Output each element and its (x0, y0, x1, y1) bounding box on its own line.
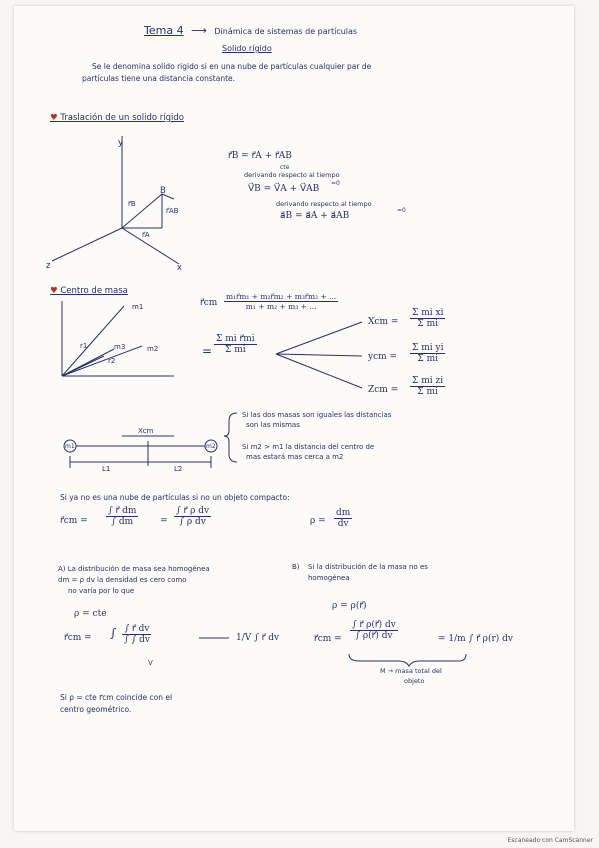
final-line-2: centro geométrico. (60, 705, 132, 714)
eq-position-note: cte (280, 164, 290, 171)
point-b-label: B (160, 186, 166, 196)
final-line-1: Si ρ = cte r⃗cm coincide con el (60, 693, 173, 702)
eq-step-1: derivando respecto al tiempo (244, 171, 340, 179)
case-b-line-1: Si la distribución de la masa no es (308, 563, 428, 571)
eq-acceleration-zero: =0 (397, 207, 406, 214)
case-b-line-2: homogénea (308, 574, 350, 582)
intro-line-1: Se le denomina solido rigido si en una nube de partículas cualquier par de (92, 62, 372, 71)
case-a-rcm: r⃗cm = (64, 633, 92, 643)
eq-velocity: V⃗B = V⃗A + V⃗AB (248, 184, 320, 194)
fig-r1: r1 (80, 342, 88, 350)
zcm-label: Zcm = (368, 385, 399, 395)
page-title: Tema 4 ⟶ Dinámica de sistemas de partículas (144, 24, 358, 37)
intro-line-2: partículas tiene una distancia constante. (82, 74, 236, 83)
rcm-sum-den: Σ mi (224, 345, 246, 355)
xcm-fraction (410, 308, 445, 329)
case-b-fraction (350, 620, 398, 641)
case-b-note-line-2: objeto (404, 677, 425, 685)
zcm-num: Σ mi zi (412, 376, 444, 386)
equals-sign-2: = (160, 516, 168, 526)
vector-ra-label: r⃗A (142, 231, 150, 239)
case-a-line-1: A) La distribución de masa sea homogénea (58, 565, 210, 573)
case-b-rcm: r⃗cm = (314, 634, 342, 644)
continuo-int-dm-den: ∫ dm (111, 517, 134, 527)
two-mass-m1: m1 (65, 443, 75, 450)
note-equal-line-2: son las mismas (246, 421, 300, 429)
continuo-rcm: r⃗cm = (60, 516, 88, 526)
xcm-den: Σ mi (417, 319, 439, 329)
density-num: dm (336, 508, 351, 518)
density-label: ρ = (310, 516, 326, 526)
equals-sign: = (202, 344, 213, 358)
case-b-num: ∫ r⃗ ρ(r⃗) dv (352, 620, 396, 630)
axis-y-label: y (118, 138, 124, 148)
axis-z-label: z (46, 261, 51, 271)
two-mass-m2: m2 (206, 443, 216, 450)
rcm-sum-fraction (214, 334, 257, 355)
title-rest: Dinámica de sistemas de partículas (214, 27, 358, 36)
section-heading-traslacion: ♥ Traslación de un solido rígido (50, 113, 184, 123)
two-mass-l2: L2 (174, 465, 183, 473)
bullet-heart-icon-2: ♥ (50, 286, 58, 296)
continuo-int-dm-num: ∫ r⃗ dm (108, 506, 137, 516)
note-equal-line-1: Si las dos masas son iguales las distancias (242, 411, 392, 419)
rcm-label: r⃗cm (200, 298, 218, 308)
case-b-note-line-1: M → masa total del (380, 667, 442, 675)
density-fraction (334, 508, 352, 529)
notebook-page (14, 6, 574, 831)
case-b-rho-function: ρ = ρ(r⃗) (332, 601, 367, 611)
page-subtitle: Solido rígido (222, 44, 272, 53)
continuo-int-dv-num: ∫ r⃗ ρ dv (176, 506, 210, 516)
vector-rb-label: r⃗B (128, 200, 136, 208)
vector-rab-label: r⃗AB (166, 207, 179, 215)
case-a-num: ∫ r⃗ dv (124, 624, 150, 634)
case-a-result: 1/V ∫ r⃗ dv (236, 633, 280, 643)
ycm-num: Σ mi yi (412, 343, 444, 353)
case-a-rho-cte: ρ = cte (74, 609, 107, 619)
case-b-den: ∫ ρ(r⃗) dv (355, 631, 393, 641)
xcm-label: Xcm = (368, 317, 399, 327)
note-unequal-line-2: mas estará mas cerca a m2 (246, 453, 344, 461)
case-a-integral-sign: ∫ (110, 626, 117, 640)
zcm-den: Σ mi (417, 387, 438, 397)
two-mass-l1: L1 (102, 465, 111, 473)
rcm-sum-num: Σ mi r⃗mi (216, 334, 255, 344)
xcm-num: Σ mi xi (412, 308, 444, 318)
title-tema: Tema 4 (144, 24, 184, 37)
case-a-line-2: dm = ρ dv la densidad es cero como (58, 576, 187, 584)
rcm-discrete-num: m₁r⃗m₁ + m₂r⃗m₂ + m₃r⃗m₃ + ... (226, 292, 337, 301)
continuo-int-dv (174, 506, 211, 527)
case-a-fraction (122, 624, 152, 645)
ycm-label: ycm = (368, 352, 398, 362)
bullet-heart-icon: ♥ (50, 113, 58, 123)
eq-position: r⃗B = r⃗A + r⃗AB (228, 151, 292, 161)
continuo-int-dv-den: ∫ ρ dv (179, 517, 206, 527)
section-heading-centro: ♥ Centro de masa (50, 286, 128, 296)
case-b-result: = 1/m ∫ r⃗ ρ(r) dv (438, 634, 513, 644)
zcm-fraction (410, 376, 445, 397)
note-unequal-line-1: Si m2 > m1 la distancia del centro de (242, 443, 375, 451)
density-den: dv (337, 519, 349, 529)
ycm-fraction (410, 343, 445, 364)
case-a-den: ∫ ∫ dv (124, 635, 150, 645)
rcm-discrete-den: m₁ + m₂ + m₃ + ... (245, 302, 317, 311)
continuo-intro: Si ya no es una nube de partículas si no un objeto compacto: (60, 493, 290, 502)
fig-m2: m2 (147, 345, 159, 353)
two-mass-xcm: Xcm (138, 427, 154, 435)
fig-m1: m1 (132, 303, 144, 311)
continuo-int-dm (106, 506, 138, 527)
rcm-discrete-fraction (224, 292, 338, 311)
eq-step-2: derivando respecto al tiempo (276, 200, 372, 208)
ycm-den: Σ mi (417, 354, 439, 364)
case-a-den-v: V (148, 659, 153, 667)
case-a-line-3: no varía por lo que (68, 587, 135, 595)
eq-velocity-zero: =0 (331, 180, 340, 187)
axis-x-label: x (177, 263, 183, 273)
fig-m3: m3 (114, 343, 126, 351)
fig-r2: r2 (108, 357, 116, 365)
eq-acceleration: a⃗B = a⃗A + a⃗AB (280, 211, 350, 221)
scanner-footer: Escaneado con CamScanner (507, 837, 593, 844)
case-b-label: B) (292, 563, 300, 571)
